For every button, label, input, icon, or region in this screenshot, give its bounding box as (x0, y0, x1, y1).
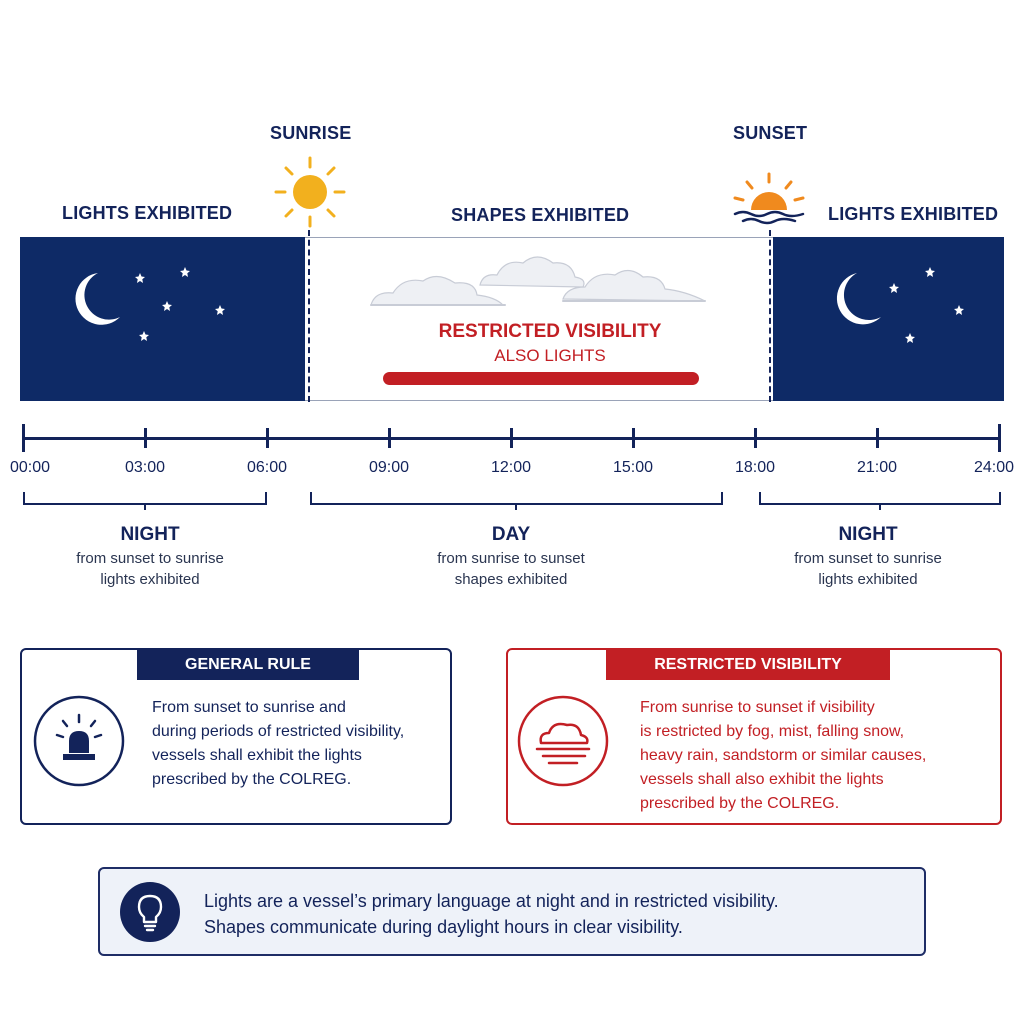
moon-icon (75, 273, 120, 325)
timeline-tick-label: 15:00 (612, 459, 654, 476)
period-line: from sunset to sunrise (794, 550, 942, 567)
timeline-tick-label: 09:00 (368, 459, 410, 476)
moon-stars-left (20, 237, 305, 401)
period-line: lights exhibited (100, 571, 200, 588)
timeline-tick (510, 428, 513, 448)
restricted-visibility-tab: RESTRICTED VISIBILITY (606, 650, 890, 680)
timeline-tick (388, 428, 391, 448)
timeline-tick-label: 03:00 (124, 459, 166, 476)
general-rule-text (152, 696, 442, 792)
sunrise-dashed-line (308, 230, 310, 402)
rv-bar (383, 372, 699, 385)
general-rule-tab: GENERAL RULE (137, 650, 359, 680)
timeline-tick (632, 428, 635, 448)
sunset-icon (731, 172, 807, 230)
timeline-tick-label: 24:00 (973, 459, 1015, 476)
period-brackets (0, 488, 1024, 512)
rv-line: prescribed by the COLREG. (640, 795, 840, 812)
rv-subtitle: ALSO LIGHTS (494, 346, 606, 365)
period-title: DAY (491, 524, 531, 545)
general-rule-line: prescribed by the COLREG. (152, 771, 352, 788)
fog-cloud-icon (517, 695, 609, 787)
rv-line: From sunrise to sunset if visibility (640, 699, 875, 716)
period-line: lights exhibited (818, 571, 918, 588)
note-line: Lights are a vessel’s primary language at night and in restricted visibility. (204, 891, 779, 911)
rv-title: RESTRICTED VISIBILITY (438, 321, 662, 342)
period-night-left (35, 524, 265, 590)
rv-text-block (305, 321, 795, 366)
rv-line: heavy rain, sandstorm or similar causes, (640, 747, 927, 764)
moon-stars-right (773, 237, 1004, 401)
restricted-visibility-text (640, 696, 990, 816)
left-lights-label: LIGHTS EXHIBITED (62, 203, 233, 223)
general-rule-line: during periods of restricted visibility, (152, 723, 405, 740)
timeline-tick-label: 21:00 (856, 459, 898, 476)
timeline-tick-label: 00:00 (9, 459, 51, 476)
sunset-dashed-line (769, 230, 771, 402)
sunrise-label: SUNRISE (270, 123, 352, 143)
beacon-light-icon (33, 695, 125, 787)
general-rule-line: From sunset to sunrise and (152, 699, 346, 716)
sunset-label: SUNSET (733, 123, 808, 143)
period-title: NIGHT (838, 524, 898, 545)
rv-line: is restricted by fog, mist, falling snow, (640, 723, 905, 740)
period-night-right (753, 524, 983, 590)
period-line: from sunrise to sunset (437, 550, 585, 567)
note-text (204, 888, 919, 940)
lightbulb-icon (119, 881, 181, 943)
moon-icon (837, 273, 881, 324)
timeline-tick (144, 428, 147, 448)
day-bracket (311, 492, 722, 504)
timeline-tick (266, 428, 269, 448)
general-rule-line: vessels shall exhibit the lights (152, 747, 362, 764)
sun-icon (272, 154, 348, 230)
period-day (396, 524, 626, 590)
timeline-end-cap (998, 424, 1001, 452)
period-line: from sunset to sunrise (76, 550, 224, 567)
shapes-exhibited-label: SHAPES EXHIBITED (451, 205, 630, 225)
night-bracket-right (760, 492, 1000, 504)
period-line: shapes exhibited (454, 571, 568, 588)
right-lights-label: LIGHTS EXHIBITED (828, 204, 999, 224)
rv-line: vessels shall also exhibit the lights (640, 771, 884, 788)
timeline-tick (754, 428, 757, 448)
clouds-illustration (305, 237, 773, 327)
timeline-tick-label: 06:00 (246, 459, 288, 476)
night-bracket-left (24, 492, 266, 504)
timeline-end-cap (22, 424, 25, 452)
timeline-tick-label: 18:00 (734, 459, 776, 476)
timeline-tick-label: 12:00 (490, 459, 532, 476)
timeline-tick (876, 428, 879, 448)
note-line: Shapes communicate during daylight hours in clear visibility. (204, 917, 683, 937)
period-title: NIGHT (120, 524, 180, 545)
